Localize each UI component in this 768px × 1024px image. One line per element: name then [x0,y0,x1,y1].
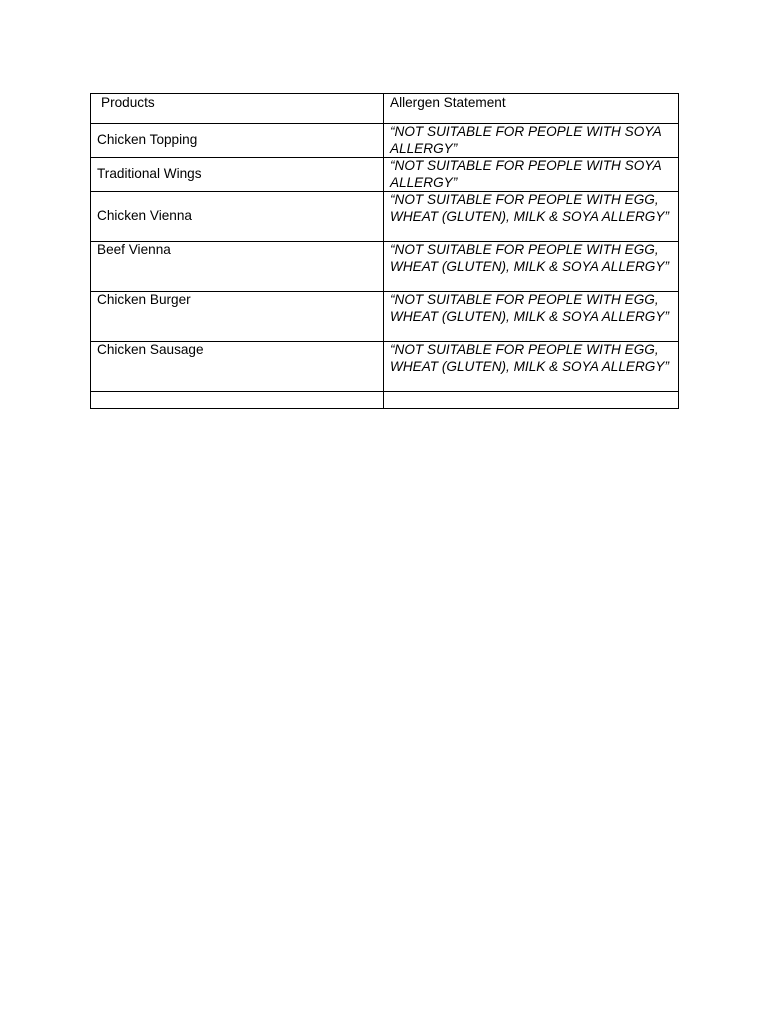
empty-table-row [91,392,679,409]
table-row [91,292,679,342]
allergen-statement-cell: “NOT SUITABLE FOR PEOPLE WITH SOYA ALLERGY” [384,158,679,192]
product-cell: Chicken Vienna [91,192,384,242]
table-header-row [91,94,679,124]
table-row [91,124,679,158]
allergen-table [90,93,679,409]
allergen-statement-cell: “NOT SUITABLE FOR PEOPLE WITH EGG, WHEAT (GLUTEN), MILK & SOYA ALLERGY” [384,292,679,342]
empty-statement-cell [384,392,679,409]
product-cell: Chicken Topping [91,124,384,158]
product-cell: Chicken Sausage [91,342,384,392]
empty-product-cell [91,392,384,409]
allergen-statement-cell: “NOT SUITABLE FOR PEOPLE WITH SOYA ALLERGY” [384,124,679,158]
product-cell: Beef Vienna [91,242,384,292]
table-row [91,192,679,242]
header-products: Products [91,94,384,124]
allergen-statement-cell: “NOT SUITABLE FOR PEOPLE WITH EGG, WHEAT (GLUTEN), MILK & SOYA ALLERGY” [384,242,679,292]
table-row [91,242,679,292]
table-row [91,342,679,392]
product-cell: Traditional Wings [91,158,384,192]
product-cell: Chicken Burger [91,292,384,342]
table-row [91,158,679,192]
header-allergen-statement: Allergen Statement [384,94,679,124]
allergen-statement-cell: “NOT SUITABLE FOR PEOPLE WITH EGG, WHEAT (GLUTEN), MILK & SOYA ALLERGY” [384,192,679,242]
allergen-statement-cell: “NOT SUITABLE FOR PEOPLE WITH EGG, WHEAT (GLUTEN), MILK & SOYA ALLERGY” [384,342,679,392]
